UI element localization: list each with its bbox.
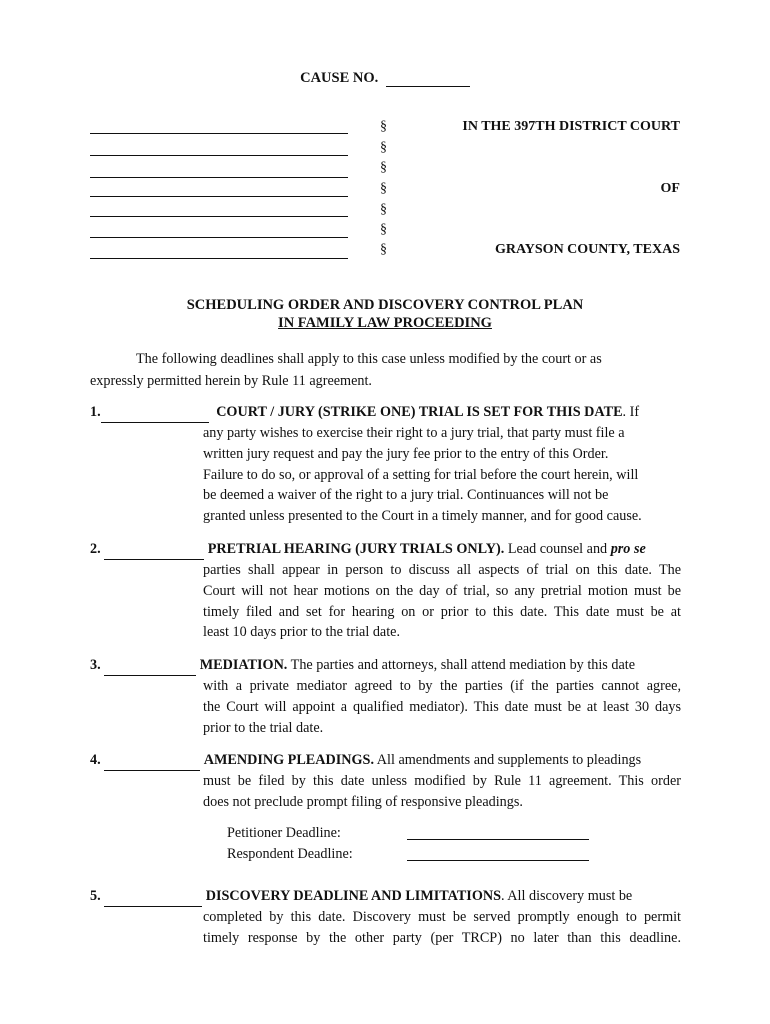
section-symbol: §	[380, 222, 387, 237]
party-line[interactable]	[90, 216, 348, 217]
court-name: IN THE 397TH DISTRICT COURT	[462, 119, 680, 134]
intro-line: The following deadlines shall apply to this case unless modified by the court or as	[136, 351, 602, 367]
body-line: timely response by the other party (per TRCP) no later than this deadline.	[203, 929, 681, 946]
item-heading-tail: All amendments and supplements to pleadings	[374, 752, 642, 768]
item-heading	[90, 539, 680, 560]
cause-number-blank[interactable]	[386, 86, 470, 87]
item-title: COURT / JURY (STRIKE ONE) TRIAL IS SET FOR THIS DATE	[216, 404, 623, 420]
item-heading	[90, 402, 680, 423]
intro-paragraph	[90, 348, 680, 392]
intro-line: expressly permitted herein by Rule 11 agreement.	[90, 373, 372, 389]
party-line[interactable]	[90, 133, 348, 134]
item-heading-tail: Lead counsel and	[504, 541, 611, 557]
item-body	[203, 907, 681, 949]
item-heading-tail: . If	[622, 404, 640, 420]
body-line: completed by this date. Discovery must be served promptly enough to permit	[203, 909, 681, 925]
date-blank[interactable]	[104, 770, 200, 771]
party-line[interactable]	[90, 177, 348, 178]
document-subtitle-text: IN FAMILY LAW PROCEEDING	[278, 315, 492, 331]
body-line: prior to the trial date.	[203, 719, 324, 736]
body-line: with a private mediator agreed to by the parties (if the parties cannot agree,	[203, 678, 681, 694]
item-title: DISCOVERY DEADLINE AND LIMITATIONS	[205, 888, 501, 904]
party-line[interactable]	[90, 258, 348, 259]
cause-label: CAUSE NO.	[300, 70, 379, 86]
item-heading-tail: The parties and attorneys, shall attend mediation by this date	[287, 657, 635, 673]
body-line: Failure to do so, or approval of a setting for trial before the court herein, will	[203, 466, 639, 483]
cause-number	[0, 70, 770, 87]
respondent-deadline-label: Respondent Deadline:	[227, 846, 353, 862]
item-body	[203, 423, 681, 527]
body-line: parties shall appear in person to discuss all aspects of trial on this date. The	[203, 562, 681, 578]
body-line: Court will not hear motions on the day of trial, so any pretrial motion must be	[203, 582, 681, 599]
item-heading	[90, 886, 680, 907]
section-symbol: §	[380, 181, 387, 196]
item-number: 4.	[90, 752, 101, 768]
body-line: be deemed a waiver of the right to a jury trial. Continuances will not be	[203, 487, 609, 504]
item-heading	[90, 750, 680, 771]
body-line: timely filed and set for hearing on or prior to this date. This date must be at	[203, 603, 681, 620]
section-symbol: §	[380, 242, 387, 257]
body-line: least 10 days prior to the trial date.	[203, 624, 400, 641]
party-line[interactable]	[90, 196, 348, 197]
item-body	[203, 560, 681, 643]
item-heading-tail: . All discovery must be	[501, 888, 633, 904]
section-symbol: §	[380, 119, 387, 134]
item-title: AMENDING PLEADINGS.	[203, 752, 374, 768]
item-heading-italic: pro se	[610, 541, 646, 557]
item-title: MEDIATION.	[199, 657, 288, 673]
section-symbol: §	[380, 160, 387, 175]
body-line: any party wishes to exercise their right to a jury trial, that party must file a	[203, 425, 625, 441]
respondent-deadline-field[interactable]	[407, 860, 589, 861]
body-line: the Court will appoint a qualified mediator). This date must be at least 30 days	[203, 698, 681, 715]
document-title: SCHEDULING ORDER AND DISCOVERY CONTROL PLAN	[186, 297, 584, 313]
item-body	[203, 676, 681, 738]
item-heading	[90, 655, 680, 676]
court-of: OF	[660, 181, 680, 196]
item-body	[203, 771, 681, 813]
date-blank[interactable]	[101, 422, 209, 423]
party-line[interactable]	[90, 155, 348, 156]
body-line: granted unless presented to the Court in a timely manner, and for good cause.	[203, 508, 642, 525]
date-blank[interactable]	[104, 906, 202, 907]
party-line[interactable]	[90, 237, 348, 238]
body-line: does not preclude prompt filing of responsive pleadings.	[203, 793, 523, 810]
section-symbol: §	[380, 202, 387, 217]
court-county: GRAYSON COUNTY, TEXAS	[494, 242, 680, 257]
item-title: PRETRIAL HEARING (JURY TRIALS ONLY).	[207, 541, 505, 557]
item-number: 3.	[90, 657, 101, 673]
item-number: 2.	[90, 541, 101, 557]
body-line: written jury request and pay the jury fee prior to the entry of this Order.	[203, 445, 609, 462]
section-symbol: §	[380, 140, 387, 155]
petitioner-deadline-label: Petitioner Deadline:	[227, 825, 341, 841]
date-blank[interactable]	[104, 559, 204, 560]
item-number: 1.	[90, 404, 101, 420]
item-number: 5.	[90, 888, 101, 904]
document-subtitle	[0, 315, 770, 332]
date-blank[interactable]	[104, 675, 196, 676]
body-line: must be filed by this date unless modified by Rule 11 agreement. This order	[203, 773, 681, 789]
petitioner-deadline-field[interactable]	[407, 839, 589, 840]
